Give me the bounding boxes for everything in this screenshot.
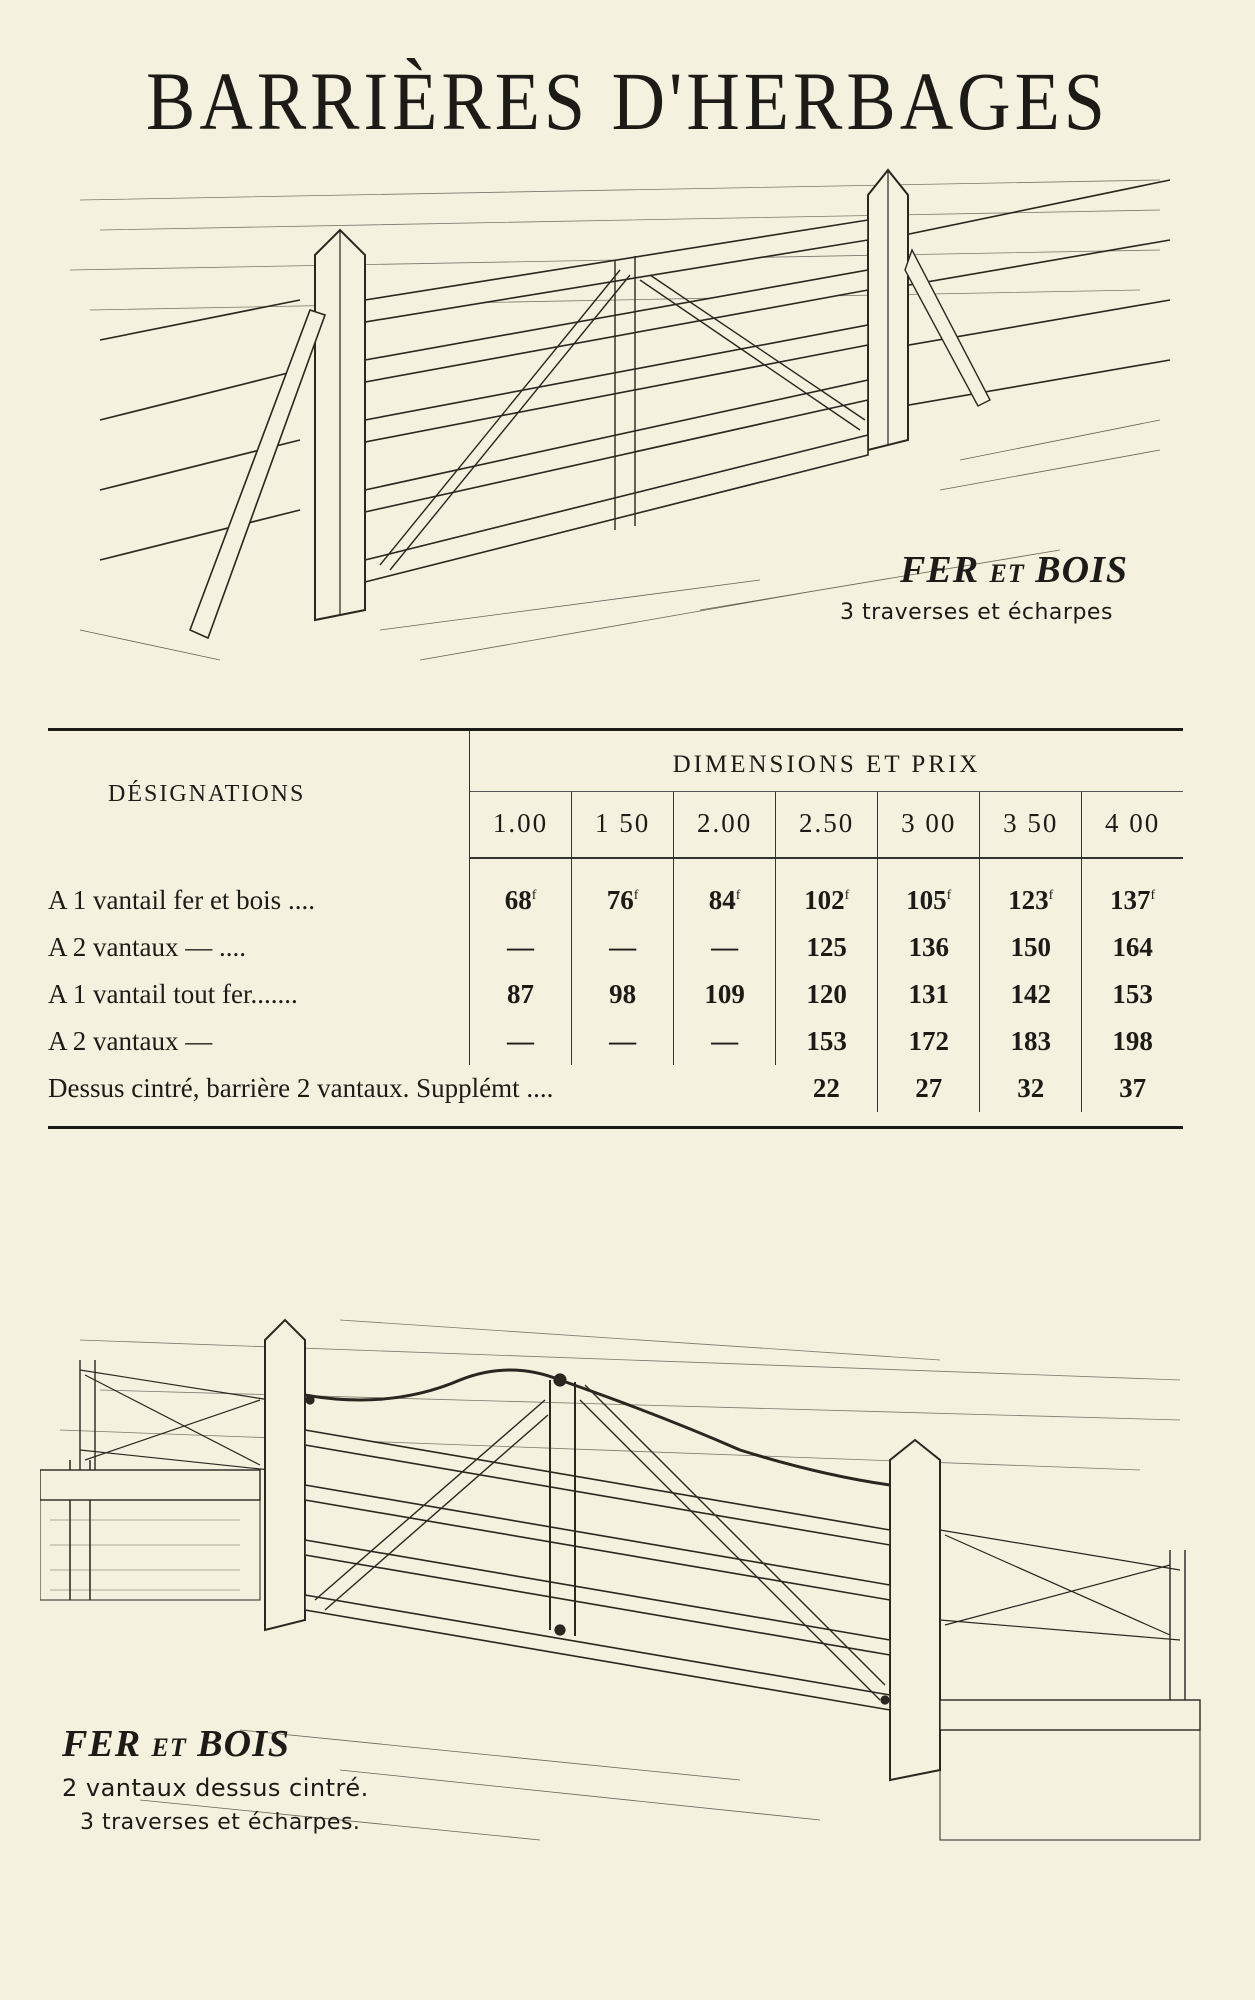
franc-mark: f [1048,888,1054,903]
supplement-row [48,1065,1183,1112]
price-cell: 125 [776,924,878,971]
price-value: 84 [708,885,736,915]
dimension-cell: 2.00 [674,792,776,859]
price-cell [572,877,674,924]
price-cell: — [572,924,674,971]
price-cell: 98 [572,971,674,1018]
price-cell: 153 [1112,979,1153,1009]
price-cell: 153 [776,1018,878,1065]
bottom-caption [62,1722,482,1835]
franc-mark: f [531,888,537,903]
price-cell: 150 [980,924,1082,971]
bottom-line1: 2 vantaux dessus cintré. [62,1774,369,1802]
price-cell: 109 [674,971,776,1018]
dimension-cell: 2.50 [776,792,878,859]
price-cell [980,877,1082,924]
table-row [48,924,1183,971]
price-value: 105 [906,885,947,915]
top-brand [830,548,1230,592]
bottom-line2: 3 traverses et écharpes. [80,1810,361,1835]
franc-mark: f [735,888,741,903]
bottom-brand [62,1722,482,1766]
price-cell: 172 [878,1018,980,1065]
price-value: 76 [606,885,634,915]
price-cell: 131 [878,971,980,1018]
price-cell: 87 [470,971,572,1018]
top-brand-bois: BOIS [1035,549,1128,591]
top-brand-fer: FER [900,549,980,591]
price-cell [470,877,572,924]
dimension-cell: 3 00 [878,792,980,859]
table-row [48,877,1183,924]
top-caption [830,548,1230,625]
price-cell [878,877,980,924]
page-title: BARRIÈRES D'HERBAGES [146,56,1109,148]
dimension-cell: 4 00 [1082,792,1183,859]
bottom-brand-bois: BOIS [197,1723,290,1765]
price-table [48,731,1183,1112]
price-table-section [48,728,1183,1129]
price-cell [674,877,776,924]
top-brand-et: ET [989,559,1025,588]
bottom-brand-fer: FER [62,1723,142,1765]
dimension-cell: 1 50 [572,792,674,859]
price-value: 123 [1008,885,1049,915]
franc-mark: f [633,888,639,903]
price-cell: — [572,1018,674,1065]
price-value: 102 [804,885,845,915]
price-cell: 32 [980,1065,1082,1112]
price-cell: 164 [1112,932,1153,962]
price-cell: — [470,924,572,971]
table-row [48,971,1183,1018]
supplement-label: Dessus cintré, barrière 2 vantaux. Supplémt .... [48,1073,554,1103]
price-cell: 136 [878,924,980,971]
row-label: A 1 vantail tout fer....... [48,971,470,1018]
table-row [48,1018,1183,1065]
dimension-cell: 1.00 [470,792,572,859]
price-cell [776,877,878,924]
price-cell: 37 [1119,1073,1147,1103]
row-label: A 2 vantaux — [48,1018,470,1065]
price-cell: 27 [878,1065,980,1112]
table-bottom-rule [48,1126,1183,1129]
price-cell [1082,877,1183,924]
row-label: A 1 vantail fer et bois .... [48,877,470,924]
row-label: A 2 vantaux — .... [48,924,470,971]
price-cell: — [674,1018,776,1065]
franc-mark: f [1150,888,1156,903]
top-subtitle: 3 traverses et écharpes [840,600,1113,625]
price-cell: 22 [776,1065,878,1112]
price-cell: — [674,924,776,971]
price-cell: 120 [776,971,878,1018]
bottom-brand-et: ET [151,1733,187,1762]
designations-header: DÉSIGNATIONS [48,731,470,858]
price-value: 68 [504,885,532,915]
price-cell: — [470,1018,572,1065]
franc-mark: f [946,888,952,903]
dimension-cell: 3 50 [980,792,1082,859]
price-value: 137 [1110,885,1151,915]
price-cell: 198 [1112,1026,1153,1056]
dimensions-header: DIMENSIONS ET PRIX [470,731,1184,792]
franc-mark: f [844,888,850,903]
price-cell: 183 [980,1018,1082,1065]
price-cell: 142 [980,971,1082,1018]
